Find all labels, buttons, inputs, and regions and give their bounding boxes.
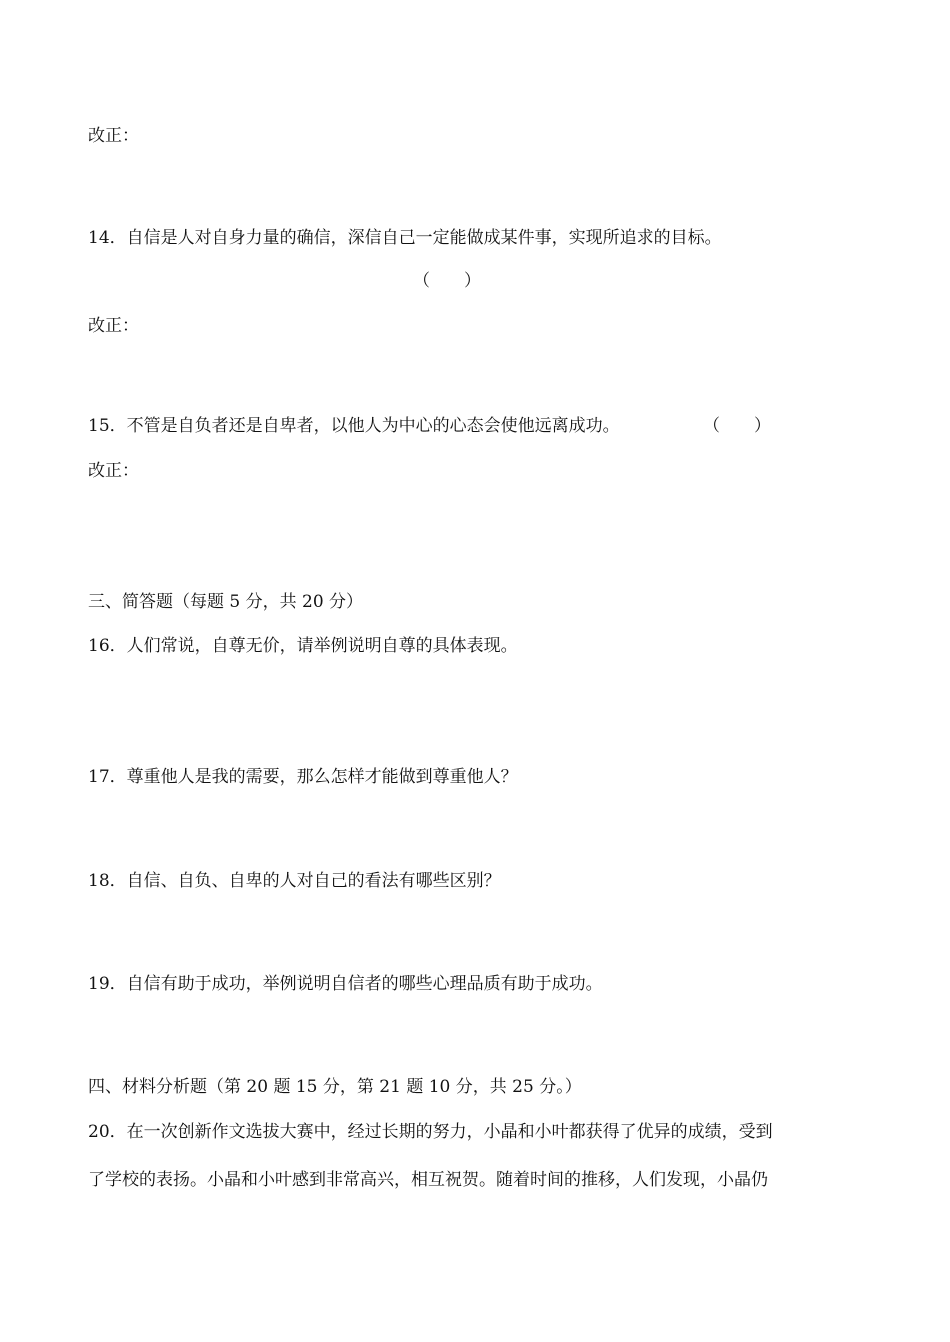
correction-label: 改正： [88,461,139,481]
question-15: 15．不管是自负者还是自卑者，以他人为中心的心态会使他远离成功。 [88,416,620,436]
question-19: 19．自信有助于成功，举例说明自信者的哪些心理品质有助于成功。 [88,974,603,994]
section-heading: 四、材料分析题（第 20 题 15 分，第 21 题 10 分，共 25 分。） [88,1077,582,1097]
question-20-line-1: 20．在一次创新作文选拔大赛中，经过长期的努力，小晶和小叶都获得了优异的成绩，受到 [88,1122,773,1142]
correction-label: 改正： [88,316,139,336]
question-17: 17．尊重他人是我的需要，那么怎样才能做到尊重他人？ [88,767,518,787]
question-20-line-2: 了学校的表扬。小晶和小叶感到非常高兴，相互祝贺。随着时间的推移，人们发现，小晶仍 [88,1170,768,1190]
section-heading: 三、简答题（每题 5 分，共 20 分） [88,592,364,612]
correction-label: 改正： [88,126,139,146]
question-18: 18．自信、自负、自卑的人对自己的看法有哪些区别？ [88,871,501,891]
question-16: 16．人们常说，自尊无价，请举例说明自尊的具体表现。 [88,636,518,656]
answer-parentheses: （ ） [703,416,771,436]
question-14: 14．自信是人对自身力量的确信，深信自己一定能做成某件事，实现所追求的目标。 [88,228,722,248]
answer-parentheses: （ ） [413,271,481,291]
